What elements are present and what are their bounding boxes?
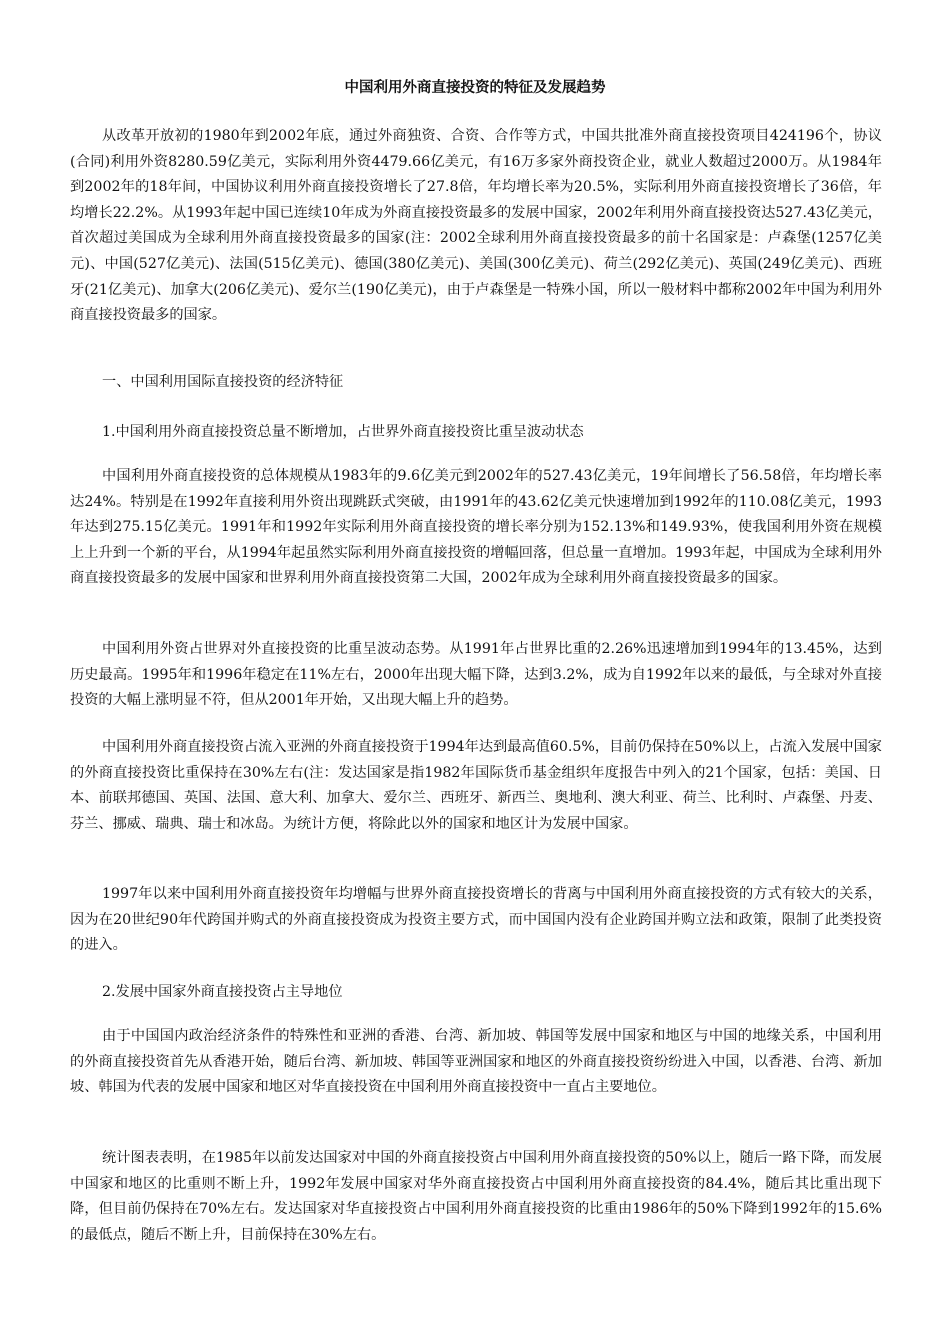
paragraph-statistics: 统计图表表明，在1985年以前发达国家对中国的外商直接投资占中国利用外商直接投资的50%以上，随后一路下降，而发展中国家和地区的比重则不断上升，1992年发展中国家对华外商直接投资占中国利用外商直接投资的84.4%，随后其比重出现下降，但目前仍保持在70%左右。发达国家对华直接投资占中国利用外商直接投资的比重由1986年的50%下降到1992年的15.6%的最低点，随后不断上升，目前保持在30%左右。 — [70, 1150, 882, 1243]
paragraph-asia-share: 中国利用外商直接投资占流入亚洲的外商直接投资于1994年达到最高值60.5%，目前仍保持在50%以上，占流入发展中国家的外商直接投资比重保持在30%左右(注：发达国家是指1982年国际货币基金组织年度报告中列入的21个国家，包括：美国、日本、前联邦德国、英国、法国、意大利、加拿大、爱尔兰、西班牙、新西兰、奥地利、澳大利亚、荷兰、比利时、卢森堡、丹麦、芬兰、挪威、瑞典、瑞士和冰岛。为统计方便，将除此以外的国家和地区计为发展中国家。 — [70, 739, 882, 832]
document-title: 中国利用外商直接投资的特征及发展趋势 — [344, 80, 606, 96]
section-heading: 一、中国利用国际直接投资的经济特征 — [102, 374, 344, 390]
paragraph-divergence: 1997年以来中国利用外商直接投资年均增幅与世界外商直接投资增长的背离与中国利用外商直接投资的方式有较大的关系，因为在20世纪90年代跨国并购式的外商直接投资成为投资主要方式，而中国国内没有企业跨国并购立法和政策，限制了此类投资的进入。 — [70, 886, 882, 954]
paragraph-developing-countries: 由于中国国内政治经济条件的特殊性和亚洲的香港、台湾、新加坡、韩国等发展中国家和地区与中国的地缘关系，中国利用的外商直接投资首先从香港开始，随后台湾、新加坡、韩国等亚洲国家和地区的外商直接投资纷纷进入中国，以香港、台湾、新加坡、韩国为代表的发展中国家和地区对华直接投资在中国利用外商直接投资中一直占主要地位。 — [70, 1028, 882, 1096]
paragraph-world-share: 中国利用外资占世界对外直接投资的比重呈波动态势。从1991年占世界比重的2.26%迅速增加到1994年的13.45%，达到历史最高。1995年和1996年稳定在11%左右，2000年出现大幅下降，达到3.2%，成为自1992年以来的最低，与全球对外直接投资的大幅上涨明显不符，但从2001年开始，又出现大幅上升的趋势。 — [70, 641, 882, 709]
intro-paragraph: 从改革开放初的1980年到2002年底，通过外商独资、合资、合作等方式，中国共批准外商直接投资项目424196个，协议(合同)利用外资8280.59亿美元，实际利用外资4479.66亿美元，有16万多家外商投资企业，就业人数超过2000万。从1984年到2002年的18年间，中国协议利用外商直接投资增长了27.8倍，年均增长率为20.5%，实际利用外商直接投资增长了36倍，年均增长22.2%。从1993年起中国已连续10年成为外商直接投资最多的发展中国家，2002年利用外商直接投资达527.43亿美元，首次超过美国成为全球利用外商直接投资最多的国家(注：2002全球利用外商直接投资最多的前十名国家是：卢森堡(1257亿美元)、中国(527亿美元)、法国(515亿美元)、德国(380亿美元)、美国(300亿美元)、荷兰(292亿美元)、英国(249亿美元)、西班牙(21亿美元)、加拿大(206亿美元)、爱尔兰(190亿美元)，由于卢森堡是一特殊小国，所以一般材料中都称2002年中国为利用外商直接投资最多的国家。 — [70, 128, 882, 324]
paragraph-total-scale: 中国利用外商直接投资的总体规模从1983年的9.6亿美元到2002年的527.43亿美元，19年间增长了56.58倍，年均增长率达24%。特别是在1992年直接利用外资出现跳跃式突破，由1991年的43.62亿美元快速增加到1992年的110.08亿美元，1993年达到275.15亿美元。1991年和1992年实际利用外商直接投资的增长率分别为152.13%和149.93%，使我国利用外资在规模上上升到一个新的平台，从1994年起虽然实际利用外商直接投资的增幅回落，但总量一直增加。1993年起，中国成为全球利用外商直接投资最多的发展中国家和世界利用外商直接投资第二大国，2002年成为全球利用外商直接投资最多的国家。 — [70, 468, 882, 587]
subsection-heading-2: 2.发展中国家外商直接投资占主导地位 — [102, 984, 343, 1000]
subsection-heading-1: 1.中国利用外商直接投资总量不断增加，占世界外商直接投资比重呈波动状态 — [102, 424, 584, 440]
